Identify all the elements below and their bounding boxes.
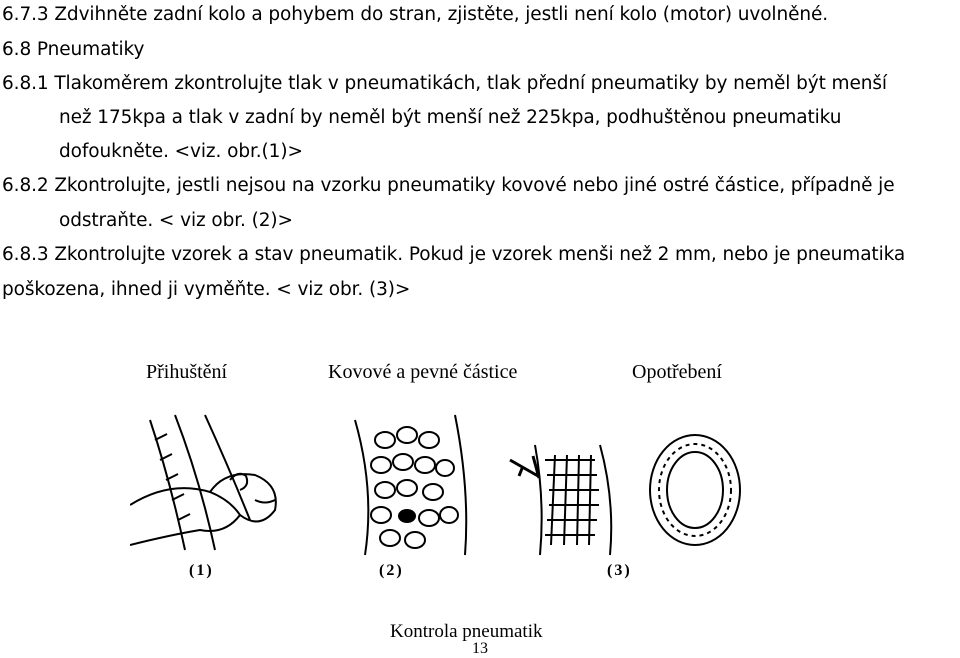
section-6-8-1-line1: 6.8.1 Tlakoměrem zkontrolujte tlak v pneumatikách, tlak přední pneumatiky by neměl být menší — [2, 73, 887, 94]
caption-kovove-castice: Kovové a pevné částice — [328, 361, 518, 383]
figure-number-1: (1) — [189, 562, 214, 579]
figure-wear-illustration — [505, 420, 755, 560]
figure-particles-illustration — [345, 410, 485, 560]
figure-title: Kontrola pneumatik — [390, 621, 543, 642]
section-6-7-3: 6.7.3 Zdvihněte zadní kolo a pohybem do stran, zjistěte, jestli není kolo (motor) uvolněné. — [2, 4, 829, 25]
section-6-8-3-line2: poškozena, ihned ji vyměňte. < viz obr. (3)> — [2, 279, 411, 300]
caption-opotrebeni: Opotřebení — [632, 361, 722, 383]
heading-pneumatiky: 6.8 Pneumatiky — [2, 39, 145, 60]
figure-inflation-illustration — [130, 410, 310, 560]
figure-number-2: (2) — [379, 562, 404, 579]
page-number: 13 — [472, 640, 488, 657]
section-6-8-1-line3: dofoukněte. <viz. obr.(1)> — [59, 141, 303, 162]
section-6-8-1-line2: než 175kpa a tlak v zadní by neměl být menší než 225kpa, podhuštěnou pneumatiku — [59, 107, 842, 128]
section-6-8-2-line2: odstraňte. < viz obr. (2)> — [59, 210, 293, 231]
figure-number-3: (3) — [607, 562, 632, 579]
section-6-8-3-line1: 6.8.3 Zkontrolujte vzorek a stav pneumatik. Pokud je vzorek menši než 2 mm, nebo je pneumatika — [2, 244, 906, 265]
section-6-8-2-line1: 6.8.2 Zkontrolujte, jestli nejsou na vzorku pneumatiky kovové nebo jiné ostré částice, případně je — [2, 175, 895, 196]
caption-prihusteni: Přihuštění — [146, 361, 228, 383]
